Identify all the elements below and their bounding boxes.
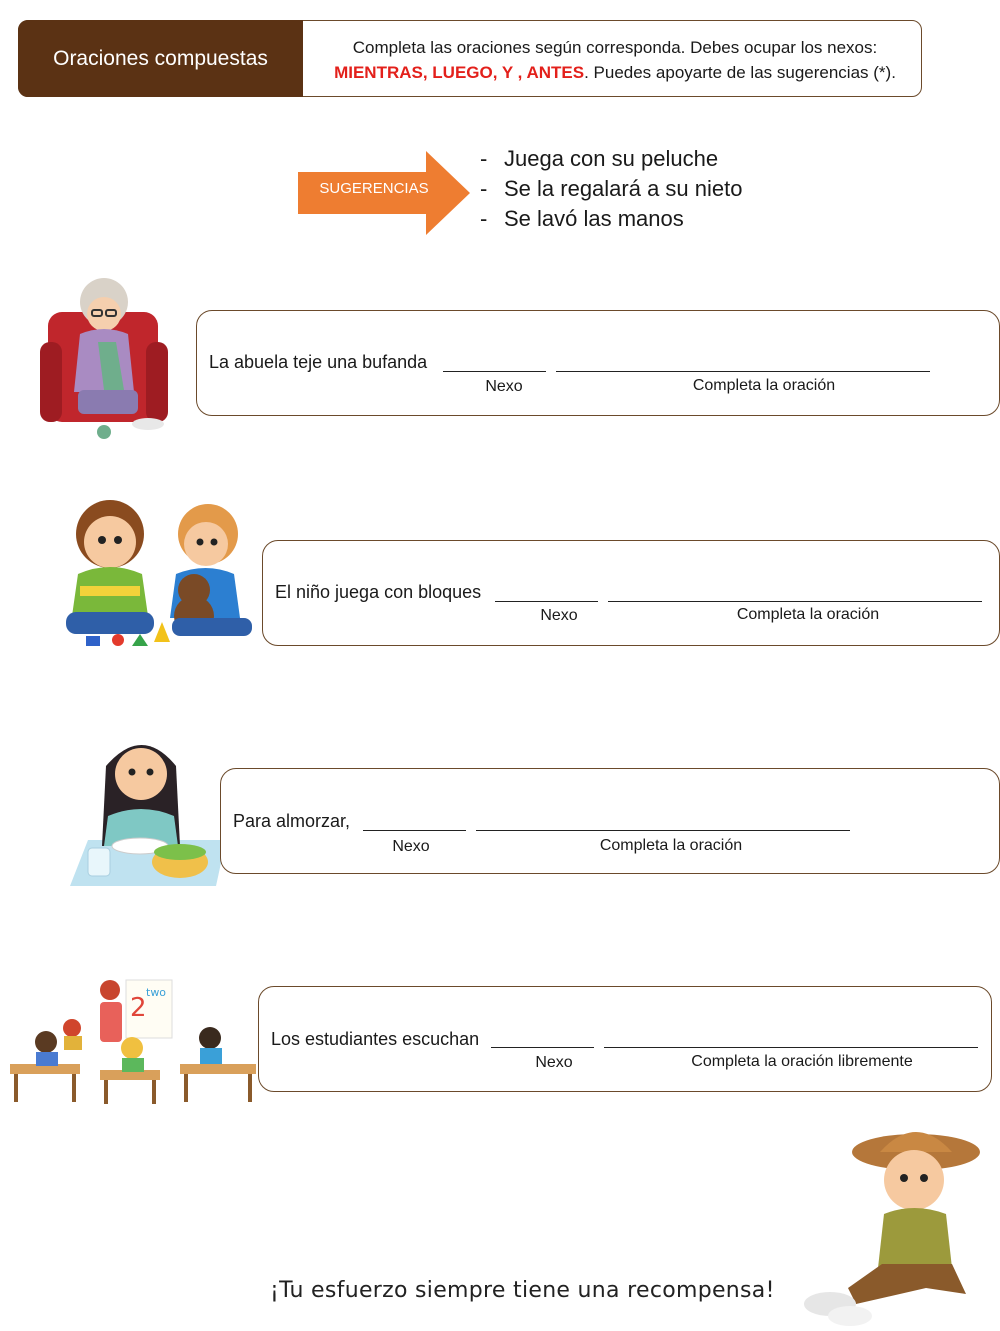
exercise-sentence: El niño juega con bloques: [275, 582, 482, 602]
complete-caption: Completa la oración: [599, 837, 743, 854]
complete-caption: Completa la oración libremente: [691, 1053, 913, 1070]
suggestion-item: - Se lavó las manos: [480, 206, 684, 231]
nexo-caption: Nexo: [540, 607, 578, 624]
sentence-blank[interactable]: [556, 371, 930, 372]
nexo-blank[interactable]: [491, 1047, 594, 1048]
sentence-blank[interactable]: [476, 830, 850, 831]
worksheet-title: Oraciones compuestas: [18, 20, 303, 97]
exercise-sentence: Los estudiantes escuchan: [271, 1029, 480, 1049]
exercise-sentence: Para almorzar,: [233, 811, 351, 831]
footer-motivation: ¡Tu esfuerzo siempre tiene una recompensa!: [270, 1278, 775, 1303]
nexo-blank[interactable]: [495, 601, 598, 602]
suggestion-item: - Se la regalará a su nieto: [480, 176, 743, 201]
instructions-text: [315, 35, 915, 85]
instructions-header: [18, 20, 922, 97]
complete-caption: Completa la oración: [736, 606, 880, 623]
nexos-list: MIENTRAS, LUEGO, Y , ANTES: [334, 63, 585, 82]
suggestion-item: - Juega con su peluche: [480, 146, 719, 171]
nexo-blank[interactable]: [363, 830, 466, 831]
suggestions-label: SUGERENCIAS: [319, 180, 429, 197]
nexo-caption: Nexo: [535, 1054, 573, 1071]
svg-text:2: 2: [130, 993, 147, 1023]
sentence-blank[interactable]: [604, 1047, 978, 1048]
grandma-knitting-icon: [38, 272, 170, 442]
instruction-line-1: Completa las oraciones según corresponda. Debes ocupar los nexos:: [352, 38, 878, 57]
complete-caption: Completa la oración: [692, 377, 836, 394]
suggestions-list: [480, 144, 743, 234]
classroom-icon: [10, 976, 260, 1108]
instruction-line-2: . Puedes apoyarte de las sugerencias (*).: [584, 63, 896, 82]
svg-text:two: two: [146, 986, 167, 999]
nexo-blank[interactable]: [443, 371, 546, 372]
explorer-boy-icon: [796, 1118, 988, 1328]
sentence-blank[interactable]: [608, 601, 982, 602]
girl-eating-icon: [70, 728, 226, 888]
nexo-caption: Nexo: [392, 838, 430, 855]
exercise-sentence: La abuela teje una bufanda: [209, 352, 428, 372]
kids-playing-icon: [58, 494, 262, 652]
nexo-caption: Nexo: [485, 378, 523, 395]
